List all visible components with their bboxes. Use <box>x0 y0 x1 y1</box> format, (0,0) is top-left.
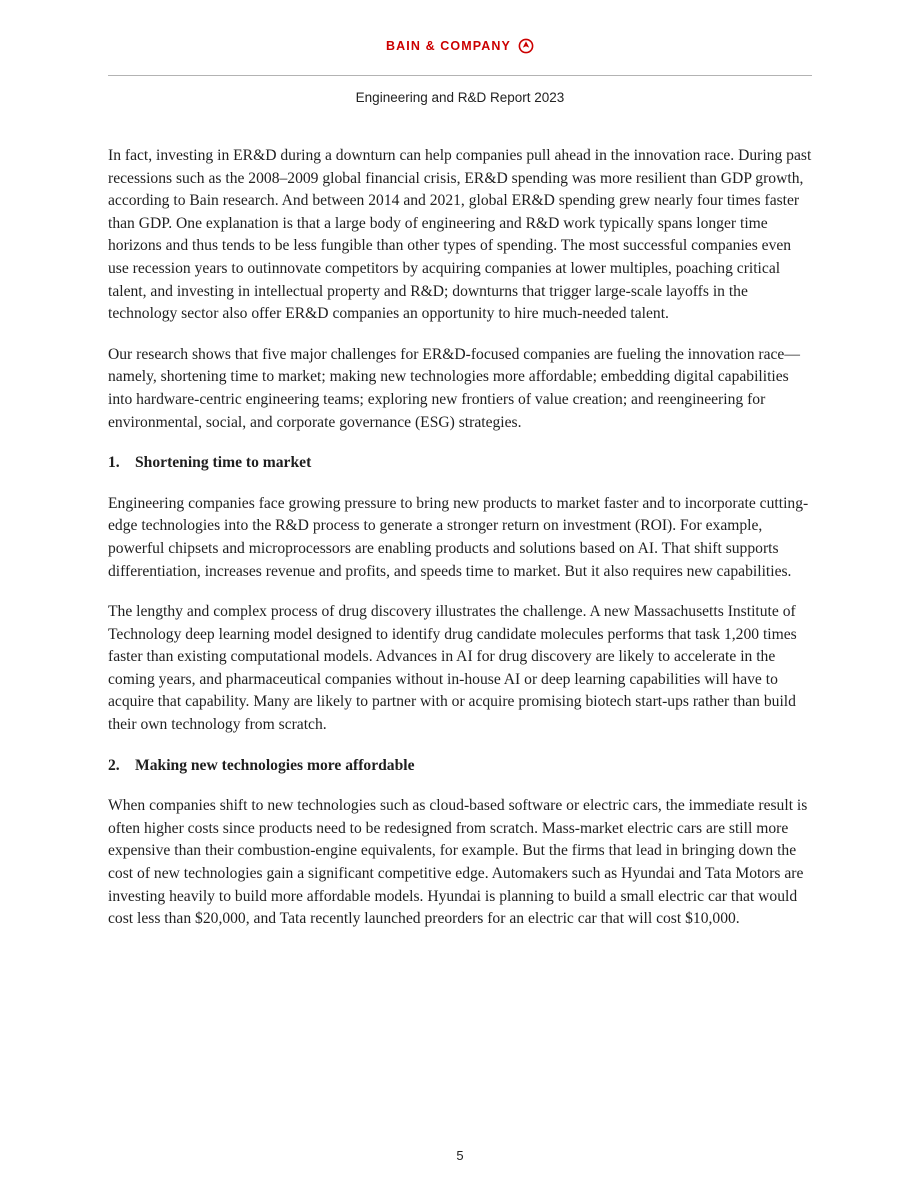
paragraph-1: In fact, investing in ER&D during a downturn can help companies pull ahead in the innovation race. During past recessions such as the 2008–2009 global financial crisis, ER&D spending was more resilient than GDP growth, according to Bain research. And between 2014 and 2021, global ER&D spending grew nearly four times faster than GDP. One explanation is that a large body of engineering and R&D work typically spans longer time horizons and thus tends to be less fungible than other types of spending. The most successful companies even use recession years to outinnovate competitors by acquiring companies at lower multiples, poaching critical talent, and investing in intellectual property and R&D; downturns that trigger large-scale layoffs in the technology sector also offer ER&D companies an opportunity to hire much-needed talent. <box>108 147 812 323</box>
section-title: Making new technologies more affordable <box>135 756 415 774</box>
section-heading-2 <box>108 755 812 778</box>
page-number: 5 <box>456 1148 464 1163</box>
brand-name: BAIN & COMPANY <box>386 39 511 53</box>
paragraph-3: Engineering companies face growing pressure to bring new products to market faster and to incorporate cutting-edge technologies into the R&D process to generate a stronger return on investment (ROI). For example, powerful chipsets and microprocessors are enabling products and solutions based on AI. That shift supports differentiation, increases revenue and profits, and speeds time to market. But it also requires new capabilities. <box>108 494 809 580</box>
paragraph-5: When companies shift to new technologies such as cloud-based software or electric cars, the immediate result is often higher costs since products need to be redesigned from scratch. Mass-market electric cars are still more expensive than their combustion-engine equivalents, for example. But the firms that lead in bringing down the cost of new technologies gain a significant competitive edge. Automakers such as Hyundai and Tata Motors are investing heavily to build more affordable models. Hyundai is planning to build a small electric car that would cost less than $20,000, and Tata recently launched preorders for an electric car that will cost $10,000. <box>108 797 808 928</box>
paragraph-2: Our research shows that five major challenges for ER&D-focused companies are fueling the innovation race—namely, shortening time to market; making new technologies more affordable; embedding digital capabilities into hardware-centric engineering teams; exploring new frontiers of value creation; and reengineering for environmental, social, and corporate governance (ESG) strategies. <box>108 345 800 431</box>
header-divider <box>108 75 812 76</box>
bain-circle-logo-icon <box>518 38 534 54</box>
paragraph-4: The lengthy and complex process of drug discovery illustrates the challenge. A new Massachusetts Institute of Technology deep learning model designed to identify drug candidate molecules performs that task 1,200 times faster than existing computational models. Advances in AI for drug discovery are likely to accelerate in the coming years, and pharmaceutical companies without in-house AI or deep learning capabilities will have to acquire that capability. Many are likely to partner with or acquire promising biotech start-ups rather than build their own technology from scratch. <box>108 603 797 734</box>
section-heading-1 <box>108 452 812 475</box>
page-header <box>0 38 920 54</box>
section-number: 1. <box>108 454 120 472</box>
main-content <box>108 145 812 949</box>
report-title: Engineering and R&D Report 2023 <box>355 90 565 105</box>
section-number: 2. <box>108 756 120 774</box>
section-title: Shortening time to market <box>135 454 312 472</box>
